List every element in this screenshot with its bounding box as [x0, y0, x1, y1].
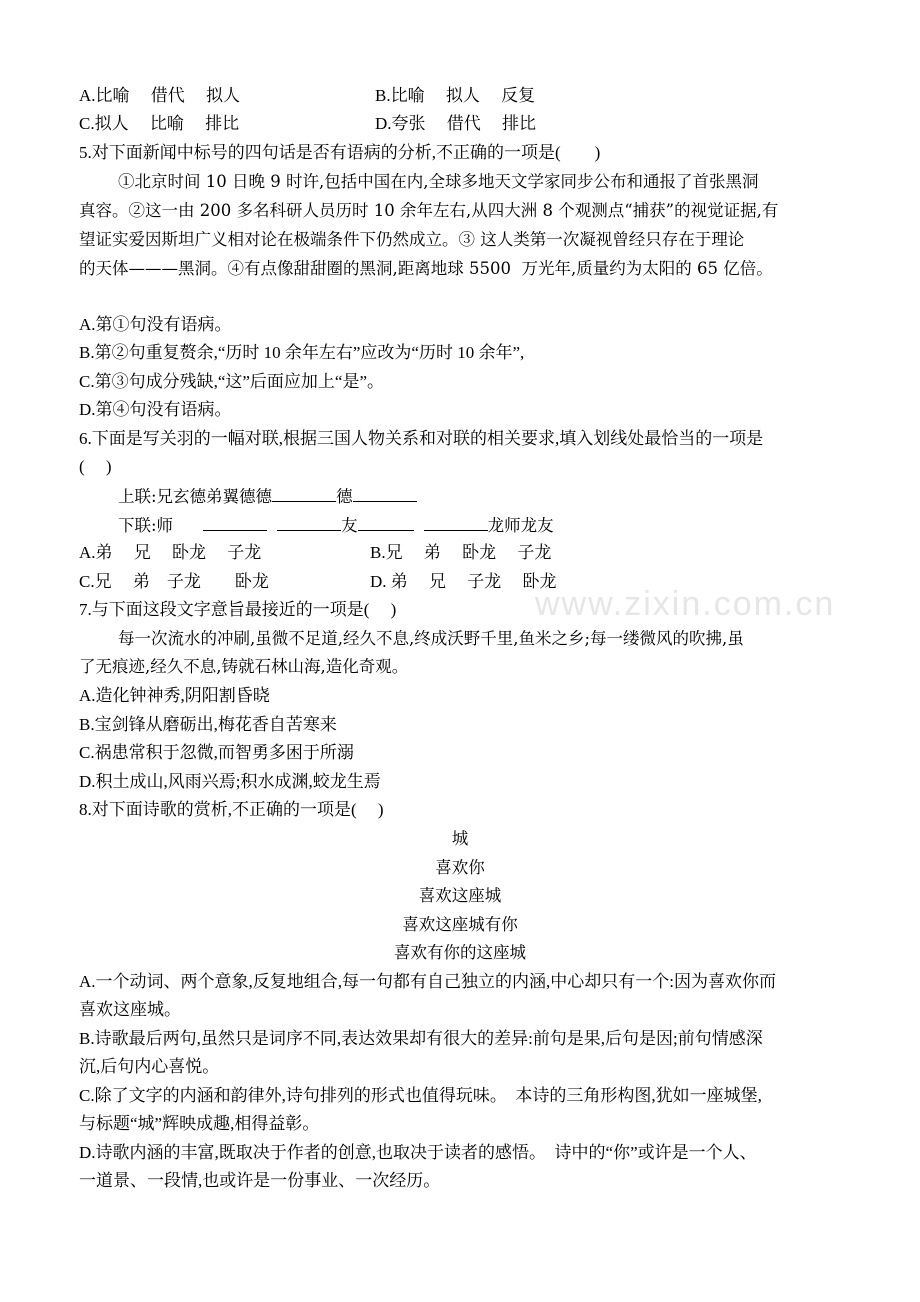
q8-option-c[interactable]: C.除了文字的内涵和韵律外,诗句排列的形式也值得玩味。 本诗的三角形构图,犹如一座城堡, — [79, 1086, 762, 1105]
q5-passage-line: 望证实爱因斯坦广义相对论在极端条件下仍然成立。③ 这人类第一次凝视曾经只存在于理论 — [79, 230, 745, 249]
q5-stem: 5.对下面新闻中标号的四句话是否有语病的分析,不正确的一项是( ) — [79, 143, 601, 162]
poem-line: 喜欢你 — [435, 858, 485, 877]
q8-option-b[interactable]: B.诗歌最后两句,虽然只是词序不同,表达效果却有很大的差异:前句是果,后句是因;前句情感深 — [79, 1029, 763, 1048]
q8-option-d[interactable]: D.诗歌内涵的丰富,既取决于作者的创意,也取决于读者的感悟。 诗中的“你”或许是一个人、 — [79, 1143, 757, 1162]
q7-option-c[interactable]: C.祸患常积于忽微,而智勇多困于所溺 — [79, 743, 354, 762]
couplet-lower-prefix: 下联:师 — [118, 516, 174, 535]
fill-blank[interactable] — [203, 514, 267, 531]
q7-option-d[interactable]: D.积土成山,风雨兴焉;积水成渊,蛟龙生焉 — [79, 772, 381, 791]
q6-option-a[interactable]: A.弟 兄 卧龙 子龙 — [79, 543, 262, 562]
q5-passage-line: 真容。②这一由 200 多名科研人员历时 10 余年左右,从四大洲 8 个观测点“捕获”的视觉证据,有 — [79, 201, 779, 220]
q4-option-a[interactable]: A.比喻 借代 拟人 — [79, 86, 241, 105]
q6-option-c[interactable]: C.兄 弟 子龙 卧龙 — [79, 572, 269, 591]
q6-option-d[interactable]: D. 弟 兄 子龙 卧龙 — [370, 572, 557, 591]
q5-option-a[interactable]: A.第①句没有语病。 — [79, 315, 232, 334]
q5-option-d[interactable]: D.第④句没有语病。 — [79, 400, 232, 419]
q5-option-c[interactable]: C.第③句成分残缺,“这”后面应加上“是”。 — [79, 372, 385, 391]
fill-blank[interactable] — [424, 514, 488, 531]
q8-stem: 8.对下面诗歌的赏析,不正确的一项是( ) — [79, 800, 384, 819]
couplet-lower-suffix: 龙师龙友 — [487, 516, 554, 535]
q7-option-a[interactable]: A.造化钟神秀,阴阳割昏晓 — [79, 686, 270, 705]
q8-option-a[interactable]: A.一个动词、两个意象,反复地组合,每一句都有自己独立的内涵,中心却只有一个:因为喜欢你而 — [79, 972, 776, 991]
q7-passage-line: 了无痕迹,经久不息,铸就石林山海,造化奇观。 — [79, 657, 409, 676]
q6-stem-paren: ( ) — [79, 457, 112, 476]
q7-stem: 7.与下面这段文字意旨最接近的一项是( ) — [79, 600, 397, 619]
q6-option-b[interactable]: B.兄 弟 卧龙 子龙 — [370, 543, 552, 562]
poem-line: 喜欢这座城 — [418, 886, 502, 905]
poem-line: 喜欢有你的这座城 — [394, 943, 526, 962]
q8-option-b-cont[interactable]: 沉,后句内心喜悦。 — [79, 1057, 220, 1076]
q6-stem: 6.下面是写关羽的一幅对联,根据三国人物关系和对联的相关要求,填入划线处最恰当的一项是 — [79, 429, 764, 448]
q5-option-b[interactable]: B.第②句重复赘余,“历时 10 余年左右”应改为“历时 10 余年”, — [79, 343, 525, 362]
watermark: www.zixin.com.cn — [535, 585, 836, 623]
q4-option-b[interactable]: B.比喻 拟人 反复 — [375, 86, 536, 105]
couplet-upper — [118, 485, 417, 508]
fill-blank[interactable] — [272, 485, 336, 502]
q7-passage-line: 每一次流水的冲刷,虽微不足道,经久不息,终成沃野千里,鱼米之乡;每一缕微风的吹拂,虽 — [118, 629, 744, 648]
fill-blank[interactable] — [358, 514, 414, 531]
q8-option-c-cont[interactable]: 与标题“城”辉映成趣,相得益彰。 — [79, 1114, 320, 1133]
couplet-upper-prefix: 上联:兄玄德弟翼德德 — [118, 487, 273, 506]
poem-line: 喜欢这座城有你 — [402, 915, 518, 934]
fill-blank[interactable] — [353, 485, 417, 502]
couplet-lower-mid: 友 — [341, 516, 358, 535]
q7-option-b[interactable]: B.宝剑锋从磨砺出,梅花香自苦寒来 — [79, 715, 337, 734]
couplet-upper-mid: 德 — [336, 487, 353, 506]
q5-passage-line: 的天体———黑洞。④有点像甜甜圈的黑洞,距离地球 5500 万光年,质量约为太阳的 65 亿倍。 — [79, 259, 773, 278]
couplet-lower — [118, 514, 554, 537]
q8-option-d-cont[interactable]: 一道景、一段情,也或许是一份事业、一次经历。 — [79, 1171, 441, 1190]
fill-blank[interactable] — [277, 514, 341, 531]
q4-option-c[interactable]: C.拟人 比喻 排比 — [79, 114, 240, 133]
q5-passage-line: ①北京时间 10 日晚 9 时许,包括中国在内,全球多地天文学家同步公布和通报了首张黑洞 — [118, 172, 759, 191]
q8-option-a-cont[interactable]: 喜欢这座城。 — [79, 1000, 181, 1019]
poem-title: 城 — [451, 829, 469, 848]
q4-option-d[interactable]: D.夸张 借代 排比 — [375, 114, 537, 133]
